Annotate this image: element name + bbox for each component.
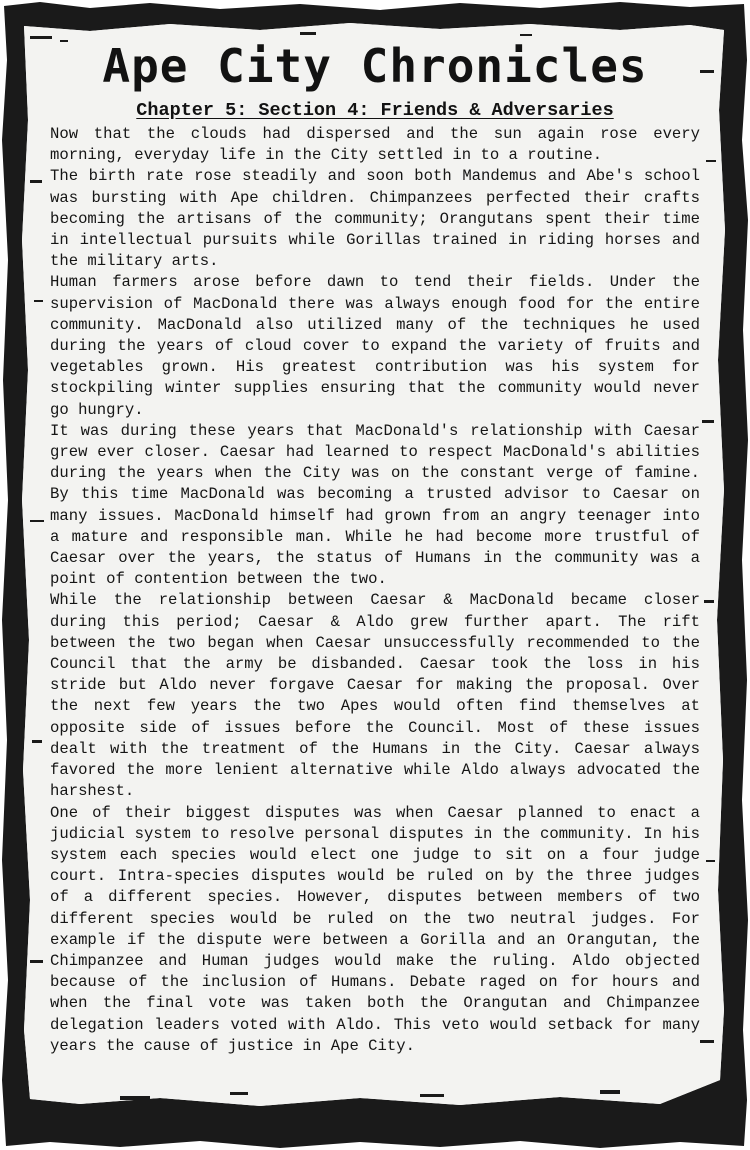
paragraph: One of their biggest disputes was when Caesar planned to enact a judicial system to resolve personal disputes in the community. In his system each species would elect one judge to sit on a four judge court. Intra-species disputes would be ruled on by the three judges of a different species. However, disputes between members of two different species would be ruled on the two neutral judges. For example if the dispute were between a Gorilla and an Orangutan, the Chimpanzee and Human judges would make the ruling. Aldo objected because of the inclusion of Humans. Debate raged on for hours and when the final vote was taken both the Orangutan and Chimpanzee delegation leaders voted with Aldo. This veto would setback for many years the cause of justice in Ape City.: [50, 803, 700, 1055]
document-content: [50, 36, 700, 1057]
chapter-heading: Chapter 5: Section 4: Friends & Adversaries: [136, 100, 614, 121]
paragraph: Now that the clouds had dispersed and the sun again rose every morning, everyday life in the City settled in to a routine.: [50, 125, 700, 165]
page-title: Ape City Chronicles: [102, 39, 648, 93]
paragraph: The birth rate rose steadily and soon both Mandemus and Abe's school was bursting with Ape children. Chimpanzees perfected their crafts becoming the artisans of the community; Orangutans spent their time in intellectual pursuits while Gorillas trained in riding horses and the military arts.: [50, 167, 700, 271]
paragraph: It was during these years that MacDonald's relationship with Caesar grew ever closer. Caesar had learned to respect MacDonald's abilities during the years when the City was on the constant verge of famine. By this time MacDonald was becoming a trusted advisor to Caesar on many issues. MacDonald himself had grown from an angry teenager into a mature and responsible man. While he had become more trustful of Caesar over the years, the status of Humans in the community was a point of contention between the two.: [50, 421, 700, 589]
paragraph: Human farmers arose before dawn to tend their fields. Under the supervision of MacDonald there was always enough food for the entire community. MacDonald also utilized many of the techniques he used during the years of cloud cover to expand the variety of fruits and vegetables grown. His greatest contribution was his system for stockpiling winter supplies ensuring that the community would never go hungry.: [50, 273, 700, 419]
body-text: [50, 124, 700, 1057]
paragraph: While the relationship between Caesar & MacDonald became closer during this period; Caesar & Aldo grew further apart. The rift between the two began when Caesar unsuccessfully recommended to the Council that the army be disbanded. Caesar took the loss in his stride but Aldo never forgave Caesar for making the proposal. Over the next few years the two Apes would often find themselves at opposite side of issues before the Council. Most of these issues dealt with the treatment of the Humans in the City. Caesar always favored the more lenient alternative while Aldo always advocated the harshest.: [50, 591, 700, 801]
